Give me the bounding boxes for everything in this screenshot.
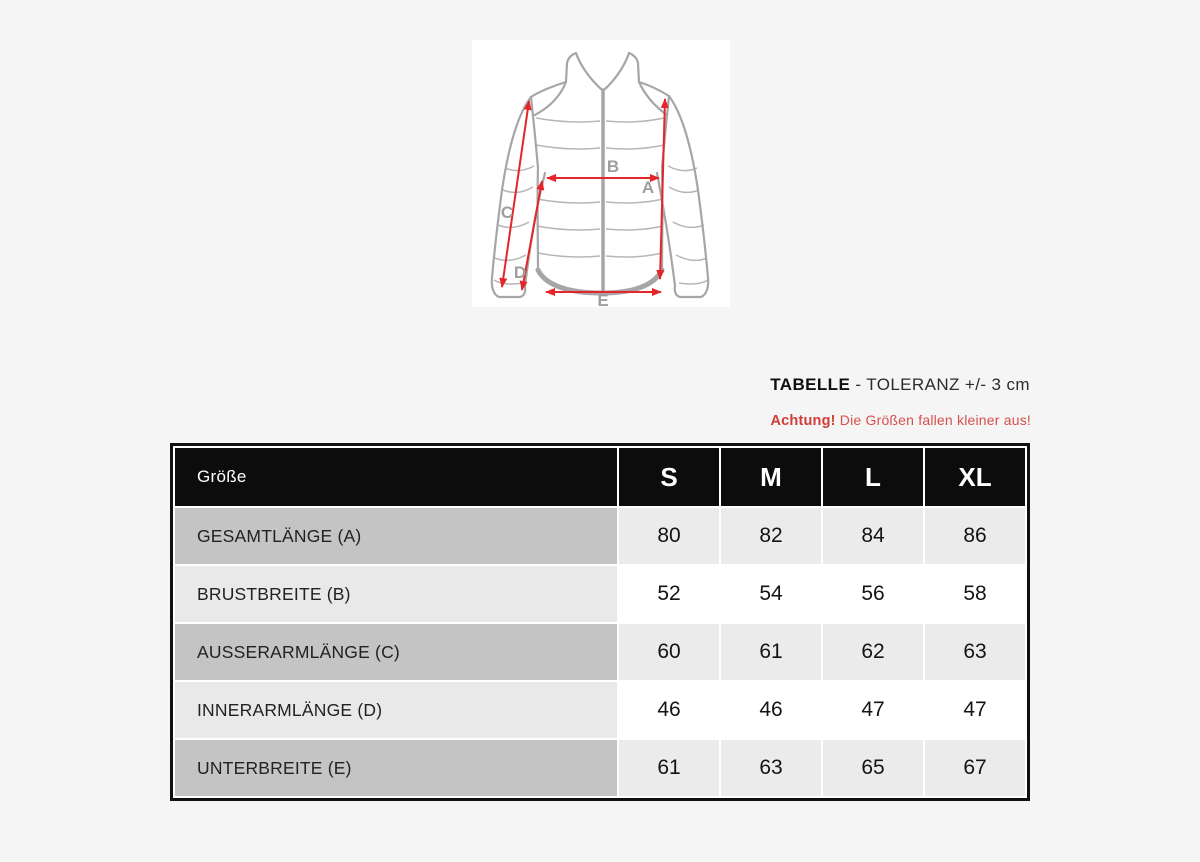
cell-value: 80 [619,508,719,564]
jacket-figure [472,40,730,307]
size-table-header-l: L [823,448,923,506]
row-label: BRUSTBREITE (B) [175,566,617,622]
jacket-diagram-icon [472,40,730,307]
cell-value: 56 [823,566,923,622]
measure-label-c: C [500,203,514,222]
cell-value: 52 [619,566,719,622]
size-warning [770,412,1031,429]
measure-label-a: A [641,178,655,197]
cell-value: 86 [925,508,1025,564]
cell-value: 67 [925,740,1025,796]
table-caption-tolerance: - TOLERANZ +/- 3 cm [850,375,1030,394]
size-table-header-row [175,448,1025,506]
cell-value: 46 [619,682,719,738]
measure-label-d: D [513,263,527,282]
cell-value: 58 [925,566,1025,622]
cell-value: 62 [823,624,923,680]
table-caption [770,375,1030,395]
table-row-gesamtlaenge [175,508,1025,564]
cell-value: 63 [721,740,821,796]
measure-label-b: B [606,157,620,176]
size-warning-title: Achtung! [770,413,836,429]
size-table-header-m: M [721,448,821,506]
row-label: INNERARMLÄNGE (D) [175,682,617,738]
table-row-unterbreite [175,740,1025,796]
row-label: AUSSERARMLÄNGE (C) [175,624,617,680]
cell-value: 60 [619,624,719,680]
size-table-header-xl: XL [925,448,1025,506]
jacket-outline [492,53,708,297]
size-table [170,443,1030,801]
cell-value: 46 [721,682,821,738]
cell-value: 47 [925,682,1025,738]
cell-value: 61 [619,740,719,796]
cell-value: 82 [721,508,821,564]
cell-value: 61 [721,624,821,680]
size-table-header-groesse: Größe [175,448,617,506]
size-table-header-s: S [619,448,719,506]
size-warning-text: Die Größen fallen kleiner aus! [835,412,1031,428]
cell-value: 47 [823,682,923,738]
cell-value: 65 [823,740,923,796]
cell-value: 54 [721,566,821,622]
row-label: UNTERBREITE (E) [175,740,617,796]
cell-value: 63 [925,624,1025,680]
table-caption-title: TABELLE [770,375,851,394]
table-row-ausserarmlaenge [175,624,1025,680]
cell-value: 84 [823,508,923,564]
measure-label-e: E [597,291,609,307]
table-row-brustbreite [175,566,1025,622]
jacket-quilt-lines [494,118,708,284]
row-label: GESAMTLÄNGE (A) [175,508,617,564]
table-row-innerarmlaenge [175,682,1025,738]
